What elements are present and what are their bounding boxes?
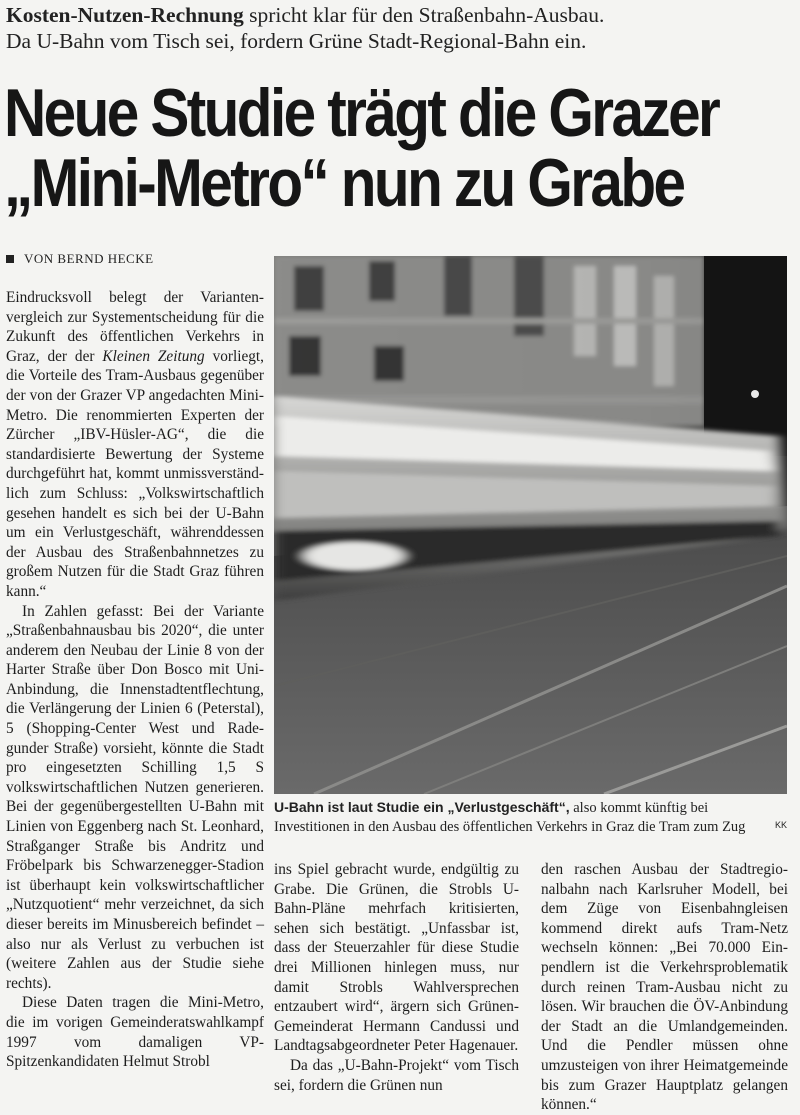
paragraph-text: Eindrucksvoll belegt der Variantenvergleich zur Systementscheidung für die Zukunft des öffentlichen Verkehrs in Graz, der der — [6, 289, 264, 365]
article-column-2 — [274, 860, 519, 1095]
paragraph: Da das „U-Bahn-Projekt“ vom Tisch sei, fordern die Grünen nun — [274, 1056, 519, 1094]
headline — [4, 75, 719, 221]
kicker-bold: Kosten-Nutzen-Rechnung — [6, 3, 244, 27]
headline-line-2: „Mini-Metro“ nun zu Grabe — [4, 145, 684, 221]
caption-text: also kommt künftig bei Investitionen in den Ausbau des öffentlichen Verkehrs in Graz die Tram zum Zug — [274, 800, 746, 835]
kicker-line-1-rest: spricht klar für den Straßenbahn-Ausbau. — [243, 3, 605, 27]
newspaper-name: Kleinen Zeitung — [102, 347, 205, 365]
paragraph-text: vorliegt, die Vorteile des Tram-Ausbaus gegenüber der von der Grazer VP angedachten Mini-Metro. Die renommierten Experten der Zürcher „IBV-Hüsler-AG“, die die standardisierte Bewertung der Systeme durchgeführt hat, kommt unmissverständlich zum Schluss: „Volkswirtschaftlich gesehen handelt es sich bei der U-Bahn um ein Verlustgeschäft, währenddessen der Ausbau des Straßenbahnnetzes zu großem Nutzen für die Stadt Graz führen kann.“ — [6, 347, 264, 600]
kicker — [6, 2, 796, 54]
tram-photo-image — [274, 256, 787, 794]
photo-credit: KK — [774, 820, 787, 830]
byline — [6, 251, 154, 267]
article-column-1 — [6, 288, 264, 1072]
article-column-3 — [541, 860, 788, 1115]
kicker-line-2: Da U-Bahn vom Tisch sei, fordern Grüne Stadt-Regional-Bahn ein. — [6, 29, 587, 53]
byline-square-icon — [6, 255, 14, 263]
paragraph: den raschen Ausbau der Stadtregionalbahn nach Karlsruher Modell, bei dem Züge von Eisenbahngleisen kommend direkt aufs Tram-Netz wechseln können: „Bei 70.000 Einpendlern ist die Verkehrsproblematik durch reinen Tram-Ausbau nicht zu lösen. Wir brauchen die ÖV-Anbindung der Stadt an die Umlandgemeinden. Und die Pendler müssen ohne umzusteigen von ihrer Heimatgemeinde bis zum Grazer Hauptplatz gelangen können.“ — [541, 861, 788, 1114]
photo-caption — [274, 798, 787, 837]
paragraph: Diese Daten tragen die Mini-Metro, die im vorigen Gemeinderatswahlkampf 1997 vom damaligen VP-Spitzenkandidaten Helmut Strobl — [6, 994, 264, 1071]
caption-lead: U-Bahn ist laut Studie ein „Verlustgeschäft“, — [274, 799, 570, 815]
byline-author: VON BERND HECKE — [24, 251, 154, 266]
paragraph: In Zahlen gefasst: Bei der Variante „Straßenbahnausbau bis 2020“, die unter anderem den Neubau der Linie 8 von der Harter Straße über Don Bosco mit Uni-Anbindung, die Innenstadtentflechtung, die Verlängerung der Linien 6 (Peterstal), 5 (Shopping-Center West und Radegunder Straße) vorsieht, könnte die Stadt pro eingesetzten Schilling 1,5 S volkswirtschaftlichen Nutzen generieren. Bei der gegenübergestellten U-Bahn mit Linien von Eggenberg nach St. Leonhard, Straßganger Straße bis Andritz und Fröbelpark bis Schwarzenegger-Stadion ist überhaupt kein volkswirtschaftlicher „Nutzquotient“ mehr verzeichnet, da sich dieser bereits im Minusbereich befindet – also nur als Verlust zu verbuchen ist (weitere Zahlen aus der Studie siehe rechts). — [6, 602, 264, 992]
paragraph: ins Spiel gebracht wurde, endgültig zu Grabe. Die Grünen, die Strobls U-Bahn-Pläne mehrfach kritisierten, sehen sich bestätigt. „Unfassbar ist, dass der Steuerzahler für diese Studie drei Millionen hinlegen muss, nur damit Strobls Wahlversprechen entzaubert wird“, ärgern sich Grünen-Gemeinderat Hermann Candussi und Landtagsabgeordneter Peter Hagenauer. — [274, 861, 519, 1055]
headline-line-1: Neue Studie trägt die Grazer — [4, 75, 719, 151]
kicker-line-1 — [6, 2, 796, 28]
paragraph — [6, 288, 264, 602]
tram-photo — [274, 256, 787, 794]
